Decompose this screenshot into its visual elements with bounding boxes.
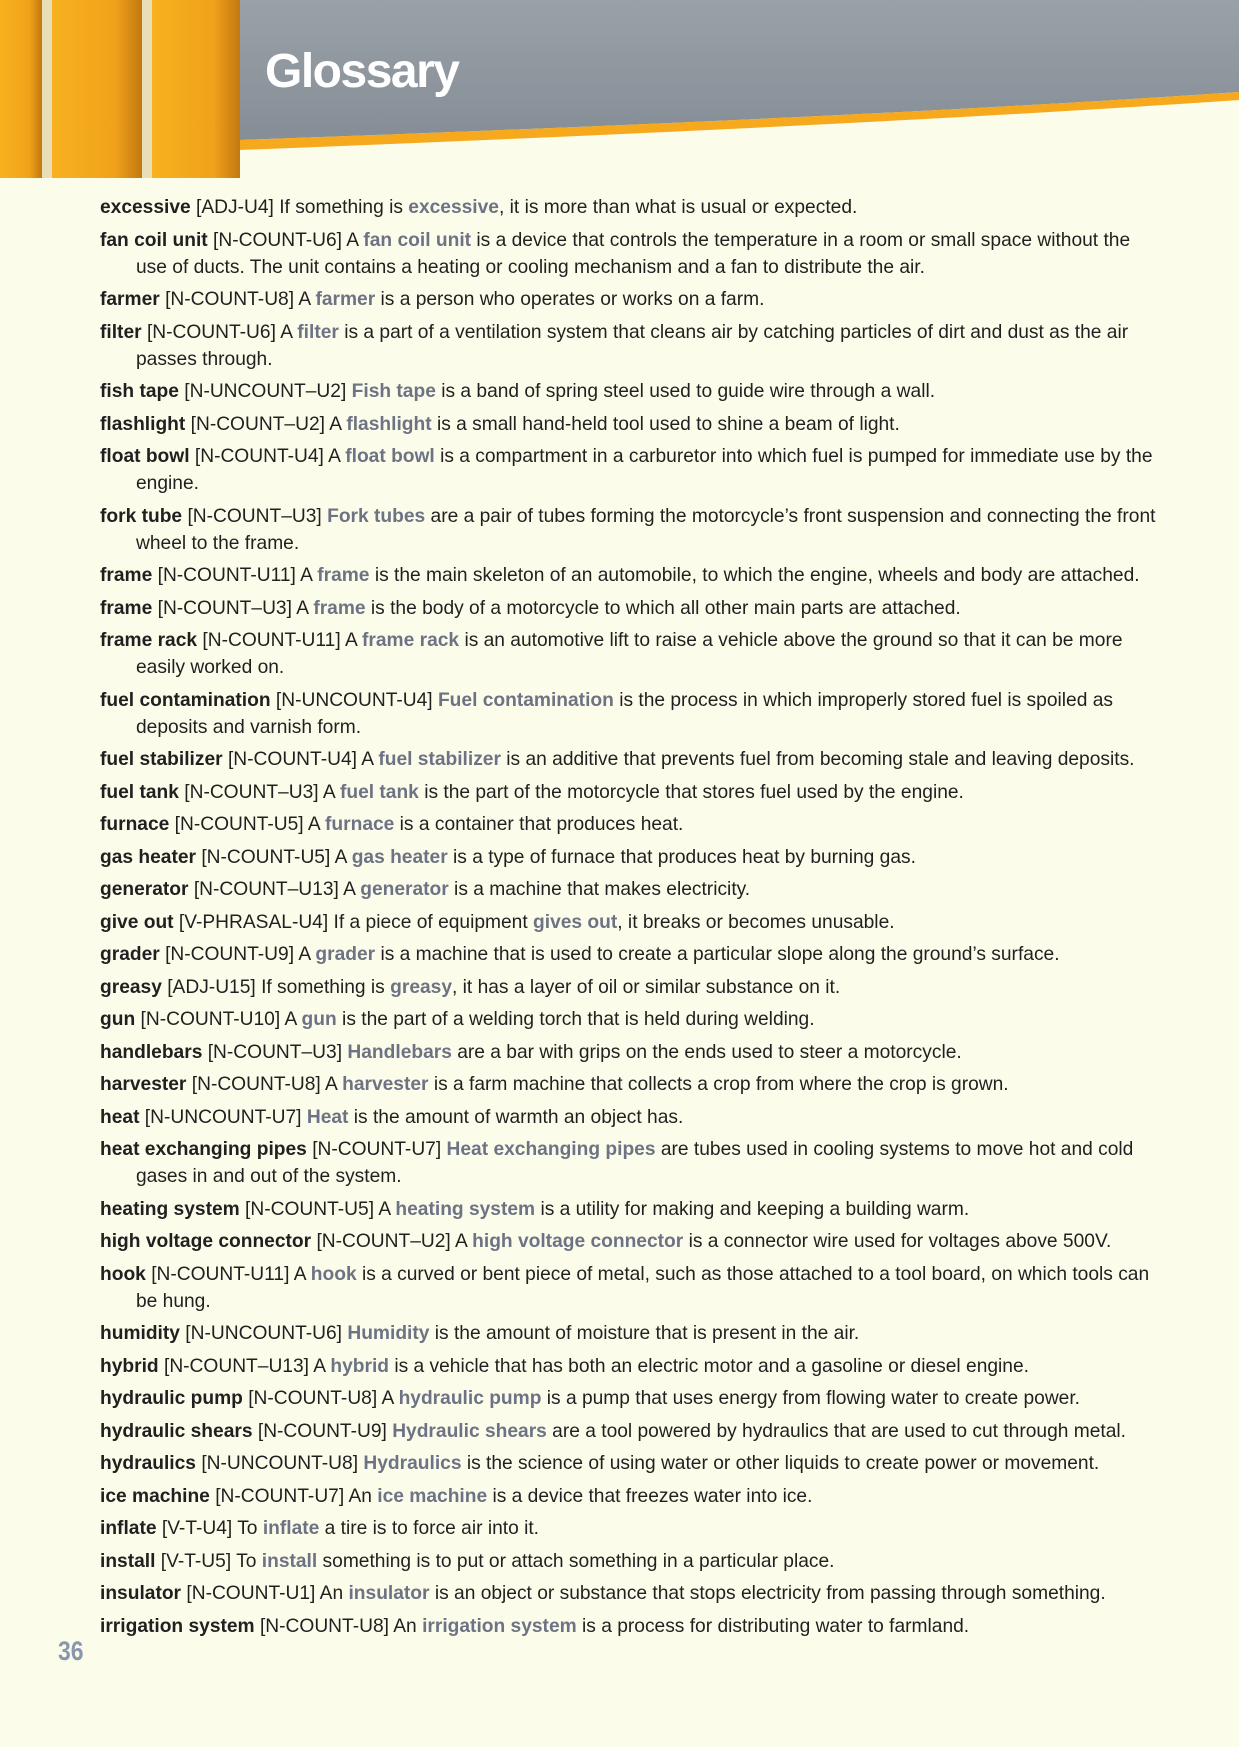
entry-part-of-speech: [N-COUNT-U6] bbox=[146, 321, 276, 343]
glossary-entry bbox=[100, 319, 1160, 373]
glossary-entry bbox=[100, 844, 1160, 871]
entry-term: harvester bbox=[100, 1074, 187, 1095]
entry-definition-lead: A bbox=[293, 1263, 306, 1285]
entry-term: hydraulic pump bbox=[100, 1388, 243, 1409]
entry-part-of-speech: [N-COUNT–U2] bbox=[316, 1231, 451, 1252]
entry-definition: is a machine that makes electricity. bbox=[448, 879, 751, 900]
entry-part-of-speech: [N-COUNT–U3] bbox=[184, 781, 319, 803]
entry-definition-lead: A bbox=[280, 321, 292, 343]
entry-part-of-speech: [N-COUNT-U8] bbox=[165, 289, 295, 310]
entry-definition: is a part of a ventilation system that cleans air by catching particles of dirt and dust as the air passes through. bbox=[136, 321, 1129, 370]
entry-term: excessive bbox=[100, 197, 191, 218]
glossary-entry bbox=[100, 1039, 1160, 1066]
entry-part-of-speech: [N-UNCOUNT-U7] bbox=[144, 1106, 302, 1128]
entry-term: give out bbox=[100, 911, 174, 933]
entry-part-of-speech: [N-UNCOUNT–U2] bbox=[184, 381, 347, 402]
glossary-list bbox=[100, 194, 1160, 1645]
glossary-entry bbox=[100, 227, 1160, 281]
entry-definition: is an object or substance that stops electricity from passing through something. bbox=[429, 1583, 1106, 1604]
entry-highlighted-term: Hydraulic shears bbox=[392, 1420, 547, 1442]
header-banner-graphic bbox=[0, 0, 1239, 180]
entry-highlighted-term: Humidity bbox=[347, 1323, 430, 1344]
entry-term: install bbox=[100, 1550, 156, 1572]
entry-part-of-speech: [V-PHRASAL-U4] bbox=[178, 911, 329, 933]
entry-part-of-speech: [N-COUNT-U11] bbox=[202, 630, 341, 651]
glossary-entry bbox=[100, 378, 1160, 405]
entry-definition: is an automotive lift to raise a vehicle above the ground so that it can be more easily worked on. bbox=[136, 630, 1123, 678]
glossary-entry bbox=[100, 443, 1160, 497]
entry-highlighted-term: farmer bbox=[315, 289, 376, 310]
entry-definition: are a bar with grips on the ends used to steer a motorcycle. bbox=[451, 1041, 962, 1063]
entry-definition: is a curved or bent piece of metal, such as those attached to a tool board, on which tools can be hung. bbox=[136, 1263, 1150, 1312]
entry-term: gun bbox=[100, 1009, 136, 1030]
entry-part-of-speech: [N-COUNT-U5] bbox=[245, 1198, 375, 1220]
entry-definition: is the amount of warmth an object has. bbox=[348, 1106, 684, 1128]
glossary-entry bbox=[100, 876, 1160, 903]
glossary-entry bbox=[100, 1450, 1160, 1477]
entry-term: filter bbox=[100, 321, 142, 343]
glossary-entry bbox=[100, 1006, 1160, 1033]
entry-definition-lead: A bbox=[300, 565, 312, 586]
entry-highlighted-term: ice machine bbox=[377, 1485, 488, 1507]
entry-definition: is the amount of moisture that is present in the air. bbox=[429, 1323, 860, 1344]
entry-definition-lead: A bbox=[298, 944, 311, 965]
glossary-entry bbox=[100, 746, 1160, 773]
entry-part-of-speech: [N-UNCOUNT-U4] bbox=[275, 689, 433, 711]
glossary-entry bbox=[100, 1136, 1160, 1190]
entry-definition: is the part of the motorcycle that stores fuel used by the engine. bbox=[418, 781, 964, 803]
entry-part-of-speech: [N-COUNT-U9] bbox=[257, 1420, 387, 1442]
entry-highlighted-term: fan coil unit bbox=[363, 229, 472, 251]
entry-definition-lead: A bbox=[325, 1074, 337, 1095]
entry-definition-lead: An bbox=[393, 1615, 417, 1637]
entry-definition-lead: A bbox=[346, 229, 359, 251]
entry-definition: is a container that produces heat. bbox=[394, 814, 684, 835]
entry-term: fork tube bbox=[100, 505, 183, 527]
entry-highlighted-term: fuel stabilizer bbox=[378, 749, 501, 770]
entry-term: fuel stabilizer bbox=[100, 749, 223, 770]
entry-part-of-speech: [N-COUNT–U3] bbox=[207, 1041, 343, 1063]
glossary-entry bbox=[100, 779, 1160, 806]
entry-term: generator bbox=[100, 879, 189, 900]
entry-term: frame bbox=[100, 565, 153, 586]
entry-definition: is the part of a welding torch that is held during welding. bbox=[336, 1009, 815, 1030]
entry-definition: , it has a layer of oil or similar substance on it. bbox=[452, 976, 841, 998]
glossary-entry bbox=[100, 811, 1160, 838]
entry-term: greasy bbox=[100, 976, 162, 998]
entry-highlighted-term: gun bbox=[301, 1009, 337, 1030]
entry-highlighted-term: frame bbox=[313, 597, 366, 619]
entry-definition-lead: A bbox=[298, 289, 311, 310]
entry-term: humidity bbox=[100, 1323, 180, 1344]
glossary-entry bbox=[100, 1483, 1160, 1510]
glossary-entry bbox=[100, 1548, 1160, 1575]
entry-term: furnace bbox=[100, 814, 170, 835]
entry-part-of-speech: [N-COUNT-U9] bbox=[165, 944, 295, 965]
entry-term: gas heater bbox=[100, 846, 196, 868]
entry-term: fuel contamination bbox=[100, 689, 271, 711]
entry-highlighted-term: irrigation system bbox=[422, 1615, 577, 1637]
entry-definition: , it is more than what is usual or expected. bbox=[498, 197, 858, 218]
entry-highlighted-term: hook bbox=[310, 1263, 357, 1285]
entry-definition-lead: To bbox=[237, 1518, 258, 1539]
entry-highlighted-term: Fish tape bbox=[351, 381, 436, 402]
page-header bbox=[0, 0, 1239, 180]
entry-term: heating system bbox=[100, 1198, 240, 1220]
glossary-entry bbox=[100, 503, 1160, 557]
entry-definition: is a device that controls the temperature in a room or small space without the use of ducts. The unit contains a heating or cooling mechanism and a fan to distribute the air. bbox=[136, 229, 1131, 278]
entry-highlighted-term: Heat bbox=[306, 1106, 349, 1128]
entry-definition: is a compartment in a carburetor into which fuel is pumped for immediate use by the engine. bbox=[136, 446, 1153, 494]
entry-highlighted-term: flashlight bbox=[346, 413, 432, 435]
entry-part-of-speech: [N-COUNT-U4] bbox=[227, 749, 357, 770]
entry-definition: , it breaks or becomes unusable. bbox=[617, 911, 895, 933]
entry-definition-lead: A bbox=[322, 781, 335, 803]
entry-highlighted-term: fuel tank bbox=[339, 781, 419, 803]
entry-definition-lead: If something is bbox=[261, 976, 385, 998]
entry-highlighted-term: generator bbox=[360, 879, 449, 900]
entry-definition-lead: An bbox=[319, 1583, 344, 1604]
entry-term: fish tape bbox=[100, 381, 179, 402]
glossary-entry bbox=[100, 562, 1160, 589]
entry-definition: is a person who operates or works on a farm. bbox=[375, 289, 765, 310]
entry-term: ice machine bbox=[100, 1485, 210, 1507]
entry-highlighted-term: frame bbox=[317, 565, 370, 586]
entry-term: heat bbox=[100, 1106, 140, 1128]
entry-definition: is a pump that uses energy from flowing water to create power. bbox=[541, 1388, 1081, 1409]
entry-definition: is a device that freezes water into ice. bbox=[487, 1485, 813, 1507]
entry-highlighted-term: hydraulic pump bbox=[398, 1388, 542, 1409]
glossary-entry bbox=[100, 1228, 1160, 1255]
entry-definition: is a small hand-held tool used to shine a beam of light. bbox=[431, 413, 900, 435]
entry-part-of-speech: [N-COUNT–U13] bbox=[193, 879, 339, 900]
glossary-entry bbox=[100, 1104, 1160, 1131]
entry-term: irrigation system bbox=[100, 1615, 255, 1637]
glossary-entry bbox=[100, 1353, 1160, 1380]
entry-definition: is the body of a motorcycle to which all other main parts are attached. bbox=[365, 597, 961, 619]
glossary-entry bbox=[100, 595, 1160, 622]
entry-highlighted-term: furnace bbox=[325, 814, 395, 835]
entry-part-of-speech: [N-COUNT-U5] bbox=[201, 846, 331, 868]
entry-part-of-speech: [V-T-U5] bbox=[160, 1550, 232, 1572]
entry-definition: a tire is to force air into it. bbox=[319, 1518, 540, 1539]
entry-part-of-speech: [N-COUNT–U3] bbox=[157, 597, 292, 619]
entry-definition-lead: A bbox=[307, 814, 320, 835]
entry-definition-lead: A bbox=[381, 1388, 394, 1409]
entry-definition: is a utility for making and keeping a building warm. bbox=[535, 1198, 970, 1220]
entry-part-of-speech: [N-COUNT-U5] bbox=[174, 814, 304, 835]
entry-definition: are a pair of tubes forming the motorcycle’s front suspension and connecting the front wheel to the frame. bbox=[136, 505, 1156, 554]
entry-definition-lead: To bbox=[236, 1550, 257, 1572]
entry-highlighted-term: gives out bbox=[533, 911, 618, 933]
entry-part-of-speech: [N-COUNT-U7] bbox=[215, 1485, 345, 1507]
entry-part-of-speech: [N-COUNT-U11] bbox=[157, 565, 296, 586]
entry-term: fan coil unit bbox=[100, 229, 208, 251]
entry-part-of-speech: [ADJ-U15] bbox=[167, 976, 256, 998]
glossary-entry bbox=[100, 1261, 1160, 1315]
entry-highlighted-term: high voltage connector bbox=[472, 1231, 684, 1252]
entry-highlighted-term: excessive bbox=[408, 197, 499, 218]
glossary-entry bbox=[100, 1320, 1160, 1347]
entry-part-of-speech: [N-COUNT–U3] bbox=[187, 505, 322, 527]
entry-definition: is a band of spring steel used to guide wire through a wall. bbox=[435, 381, 936, 402]
page-number: 36 bbox=[58, 1636, 84, 1666]
entry-term: handlebars bbox=[100, 1041, 203, 1063]
entry-highlighted-term: filter bbox=[297, 321, 339, 343]
entry-part-of-speech: [V-T-U4] bbox=[161, 1518, 233, 1539]
entry-definition: is a vehicle that has both an electric motor and a gasoline or diesel engine. bbox=[389, 1355, 1029, 1377]
entry-definition-lead: A bbox=[313, 1355, 326, 1377]
entry-part-of-speech: [N-COUNT-U6] bbox=[213, 229, 342, 251]
entry-highlighted-term: hybrid bbox=[330, 1355, 389, 1377]
entry-part-of-speech: [N-COUNT-U10] bbox=[140, 1009, 281, 1030]
entry-definition: are a tool powered by hydraulics that are used to cut through metal. bbox=[546, 1420, 1127, 1442]
entry-term: frame bbox=[100, 597, 153, 619]
entry-definition: is the science of using water or other liquids to create power or movement. bbox=[461, 1453, 1100, 1474]
glossary-entry bbox=[100, 909, 1160, 936]
entry-term: hydraulic shears bbox=[100, 1420, 253, 1442]
entry-definition: is a machine that is used to create a particular slope along the ground’s surface. bbox=[375, 944, 1060, 965]
entry-definition: is the process in which improperly stored fuel is spoiled as deposits and varnish form. bbox=[136, 689, 1113, 738]
entry-highlighted-term: Handlebars bbox=[347, 1041, 452, 1063]
entry-definition-lead: A bbox=[361, 749, 373, 770]
glossary-entry bbox=[100, 194, 1160, 221]
entry-definition: is the main skeleton of an automobile, to which the engine, wheels and body are attached. bbox=[369, 565, 1140, 586]
entry-definition: is an additive that prevents fuel from becoming stale and leaving deposits. bbox=[500, 749, 1135, 770]
entry-part-of-speech: [N-COUNT-U8] bbox=[248, 1388, 378, 1409]
entry-part-of-speech: [N-COUNT-U8] bbox=[191, 1074, 321, 1095]
glossary-entry bbox=[100, 1071, 1160, 1098]
entry-definition: something is to put or attach something in a particular place. bbox=[317, 1550, 835, 1572]
entry-part-of-speech: [N-COUNT–U13] bbox=[163, 1355, 309, 1377]
glossary-entry bbox=[100, 974, 1160, 1001]
entry-part-of-speech: [N-COUNT-U1] bbox=[186, 1583, 316, 1604]
entry-definition: is a connector wire used for voltages above 500V. bbox=[683, 1231, 1112, 1252]
page-title: Glossary bbox=[265, 45, 459, 98]
entry-term: hybrid bbox=[100, 1355, 159, 1377]
entry-highlighted-term: float bowl bbox=[345, 446, 435, 467]
entry-highlighted-term: harvester bbox=[342, 1074, 429, 1095]
entry-part-of-speech: [N-COUNT-U11] bbox=[151, 1263, 290, 1285]
entry-highlighted-term: insulator bbox=[348, 1583, 430, 1604]
glossary-entry bbox=[100, 411, 1160, 438]
entry-term: grader bbox=[100, 944, 160, 965]
entry-definition: is a farm machine that collects a crop from where the crop is grown. bbox=[428, 1074, 1009, 1095]
entry-definition-lead: A bbox=[344, 630, 357, 651]
entry-part-of-speech: [N-UNCOUNT-U6] bbox=[185, 1323, 342, 1344]
glossary-entry bbox=[100, 627, 1160, 681]
entry-definition-lead: An bbox=[348, 1485, 372, 1507]
entry-highlighted-term: Heat exchanging pipes bbox=[446, 1139, 656, 1160]
glossary-entry bbox=[100, 1196, 1160, 1223]
entry-part-of-speech: [N-COUNT-U4] bbox=[194, 446, 324, 467]
entry-part-of-speech: [ADJ-U4] bbox=[196, 197, 274, 218]
entry-part-of-speech: [N-COUNT–U2] bbox=[190, 413, 325, 435]
entry-highlighted-term: Fuel contamination bbox=[437, 689, 614, 711]
entry-highlighted-term: Fork tubes bbox=[327, 505, 426, 527]
glossary-entry bbox=[100, 286, 1160, 313]
entry-definition: is a process for distributing water to farmland. bbox=[576, 1615, 970, 1637]
entry-term: frame rack bbox=[100, 630, 198, 651]
entry-definition-lead: A bbox=[328, 446, 340, 467]
entry-term: high voltage connector bbox=[100, 1231, 312, 1252]
entry-term: float bowl bbox=[100, 446, 190, 467]
entry-highlighted-term: install bbox=[261, 1550, 318, 1572]
entry-definition-lead: A bbox=[343, 879, 355, 900]
entry-highlighted-term: heating system bbox=[395, 1198, 536, 1220]
entry-definition-lead: If a piece of equipment bbox=[333, 911, 528, 933]
entry-definition-lead: A bbox=[334, 846, 347, 868]
glossary-entry bbox=[100, 1613, 1160, 1640]
entry-highlighted-term: grader bbox=[315, 944, 376, 965]
entry-definition-lead: A bbox=[378, 1198, 391, 1220]
glossary-entry bbox=[100, 1515, 1160, 1542]
entry-highlighted-term: gas heater bbox=[351, 846, 448, 868]
entry-part-of-speech: [N-COUNT-U8] bbox=[259, 1615, 389, 1637]
entry-term: heat exchanging pipes bbox=[100, 1139, 307, 1160]
entry-part-of-speech: [N-COUNT-U7] bbox=[312, 1139, 442, 1160]
entry-highlighted-term: frame rack bbox=[362, 630, 460, 651]
entry-highlighted-term: inflate bbox=[262, 1518, 320, 1539]
entry-definition-lead: A bbox=[296, 597, 308, 619]
entry-term: flashlight bbox=[100, 413, 186, 435]
entry-definition-lead: A bbox=[329, 413, 341, 435]
glossary-entry bbox=[100, 1580, 1160, 1607]
entry-highlighted-term: greasy bbox=[390, 976, 452, 998]
entry-definition: is a type of furnace that produces heat by burning gas. bbox=[447, 846, 916, 868]
entry-term: farmer bbox=[100, 289, 160, 310]
glossary-entry bbox=[100, 1418, 1160, 1445]
entry-definition-lead: A bbox=[455, 1231, 467, 1252]
entry-term: hydraulics bbox=[100, 1453, 196, 1474]
glossary-entry bbox=[100, 941, 1160, 968]
entry-part-of-speech: [N-UNCOUNT-U8] bbox=[201, 1453, 359, 1474]
glossary-entry bbox=[100, 1385, 1160, 1412]
glossary-entry bbox=[100, 687, 1160, 741]
entry-definition-lead: A bbox=[284, 1009, 297, 1030]
entry-definition-lead: If something is bbox=[279, 197, 403, 218]
entry-highlighted-term: Hydraulics bbox=[363, 1453, 462, 1474]
entry-term: hook bbox=[100, 1263, 146, 1285]
entry-term: inflate bbox=[100, 1518, 157, 1539]
entry-term: fuel tank bbox=[100, 781, 179, 803]
entry-definition: are tubes used in cooling systems to move hot and cold gases in and out of the system. bbox=[136, 1139, 1134, 1187]
entry-term: insulator bbox=[100, 1583, 182, 1604]
